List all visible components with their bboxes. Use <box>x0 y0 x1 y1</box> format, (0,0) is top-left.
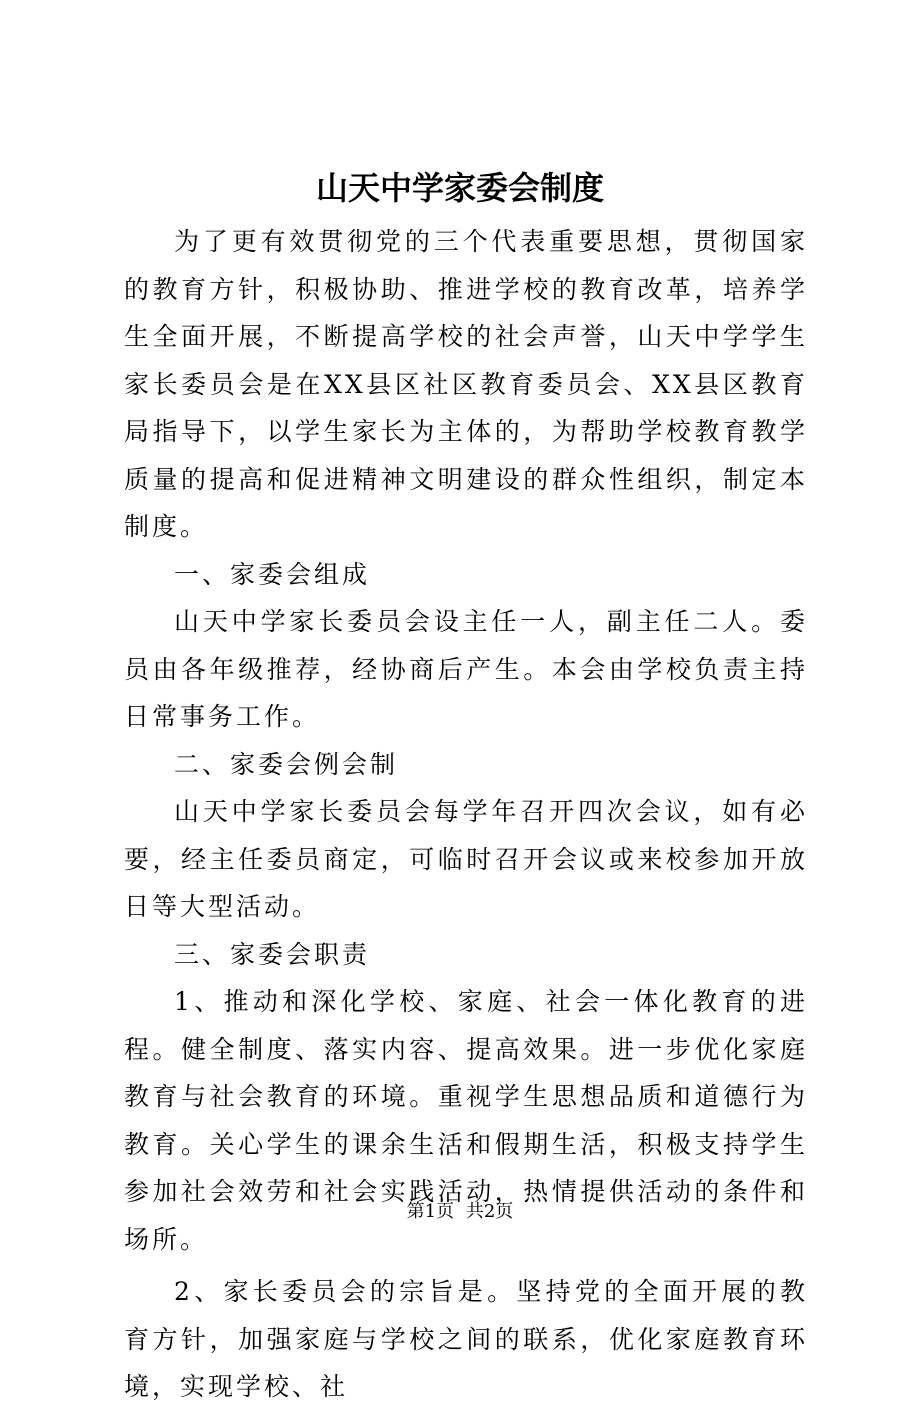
page-number: 第1页 <box>406 1201 455 1222</box>
heading-meeting-system: 二、家委会例会制 <box>174 749 399 779</box>
heading-duties: 三、家委会职责 <box>174 939 371 969</box>
paragraph-duty-1: 1、推动和深化学校、家庭、社会一体化教育的进程。健全制度、落实内容、提高效果。进一步优化家庭教育与社会教育的环境。重视学生思想品质和道德行为教育。关心学生的课余生活和假期生活，积极支持学生参加社会效劳和社会实践活动，热情提供活动的条件和场所。 <box>124 987 808 1254</box>
page-footer <box>0 1200 920 1224</box>
document-body <box>124 218 808 1411</box>
document-title: 山天中学家委会制度 <box>315 169 604 207</box>
paragraph-meeting-system: 山天中学家长委员会每学年召开四次会议，如有必要，经主任委员商定，可临时召开会议或来校参加开放日等大型活动。 <box>124 797 808 921</box>
paragraph-duty-2: 2、家长委员会的宗旨是。坚持党的全面开展的教育方针，加强家庭与学校之间的联系，优化家庭教育环境，实现学校、社 <box>124 1277 808 1401</box>
paragraph-composition: 山天中学家长委员会设主任一人，副主任二人。委员由各年级推荐，经协商后产生。本会由学校负责主持日常事务工作。 <box>124 607 808 731</box>
paragraph-intro: 为了更有效贯彻党的三个代表重要思想，贯彻国家的教育方针，积极协助、推进学校的教育改革，培养学生全面开展，不断提高学校的社会声誉，山天中学学生家长委员会是在XX县区社区教育委员会、XX县区教育局指导下，以学生家长为主体的，为帮助学校教育教学质量的提高和促进精神文明建设的群众性组织，制定本制度。 <box>124 227 808 541</box>
heading-composition: 一、家委会组成 <box>174 559 371 589</box>
page-total: 共2页 <box>465 1201 514 1222</box>
